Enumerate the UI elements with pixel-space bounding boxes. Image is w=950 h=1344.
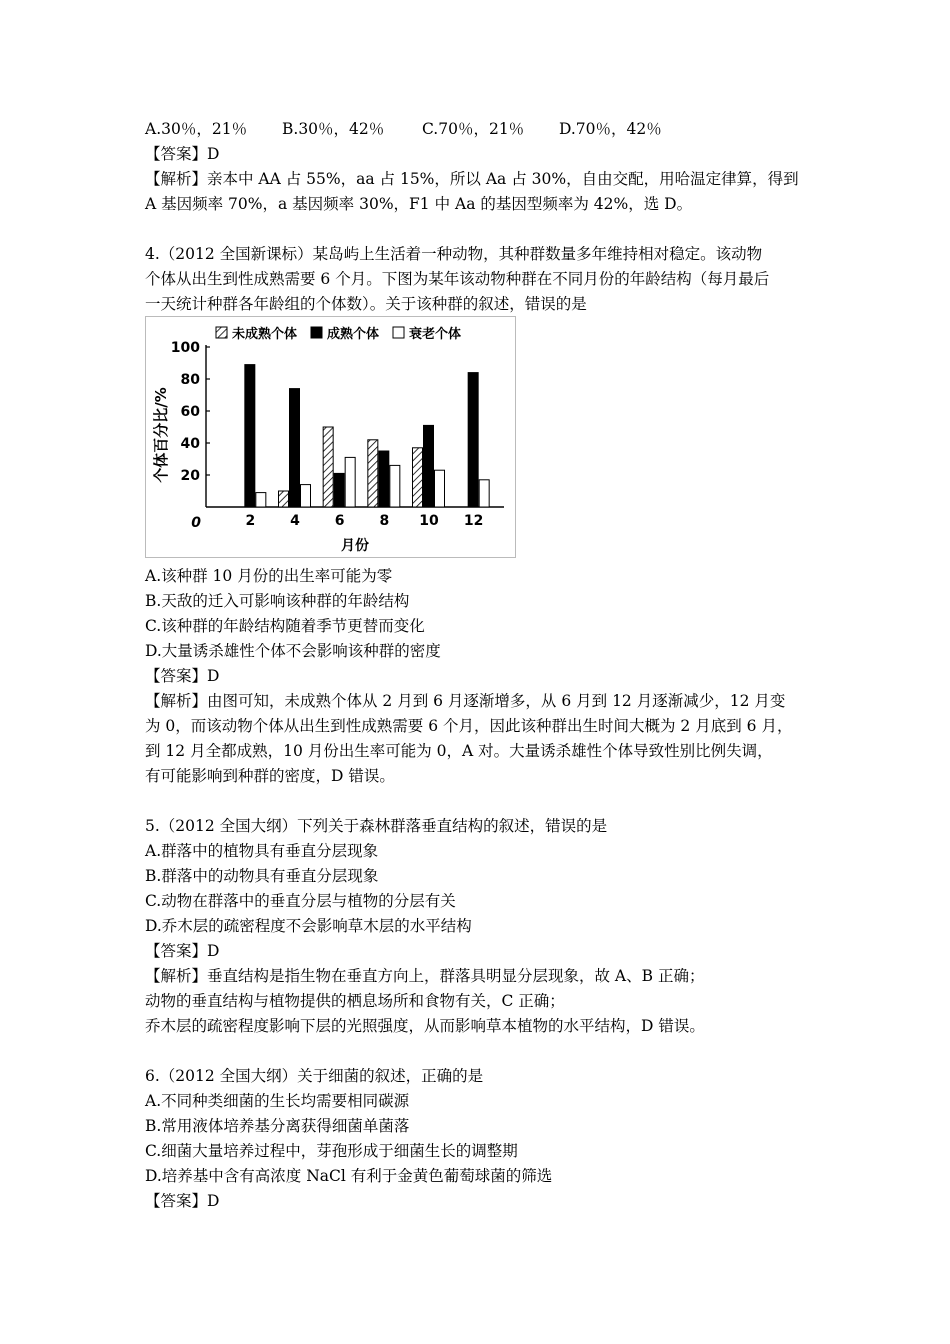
- q4-option-a: A.该种群 10 月份的出生率可能为零: [145, 567, 393, 585]
- x-tick-label: 6: [334, 513, 345, 529]
- age-structure-chart: [145, 316, 516, 558]
- q5-option-c: C.动物在群落中的垂直分层与植物的分层有关: [145, 892, 456, 910]
- q6-option-a: A.不同种类细菌的生长均需要相同碳源: [145, 1092, 410, 1110]
- bar-solid-black-8: [379, 451, 389, 507]
- q6-answer: 【答案】D: [145, 1192, 220, 1210]
- q5-option-a: A.群落中的植物具有垂直分层现象: [145, 842, 379, 860]
- bar-white-6: [345, 457, 355, 507]
- q4-stem-line-2: 个体从出生到性成熟需要 6 个月。下图为某年该动物种群在不同月份的年龄结构（每月最后: [145, 270, 770, 288]
- origin-label: 0: [191, 515, 201, 531]
- y-tick-label: 100: [170, 340, 200, 356]
- bar-solid-black-12: [468, 373, 478, 507]
- q3-analysis-line-2: A 基因频率 70%，a 基因频率 30%，F1 中 Aa 的基因型频率为 42%，选 D。: [145, 195, 693, 213]
- q5-stem: 5.（2012 全国大纲）下列关于森林群落垂直结构的叙述，错误的是: [145, 817, 608, 835]
- q4-analysis-line-4: 有可能影响到种群的密度，D 错误。: [145, 767, 395, 785]
- q3-option-b: B.30％，42％: [282, 120, 385, 138]
- chart-legend: [216, 326, 461, 342]
- x-tick-label: 10: [419, 513, 439, 529]
- q4-analysis-line-3: 到 12 月全都成熟，10 月份出生率可能为 0，A 对。大量诱杀雄性个体导致性别比例失调，: [145, 742, 773, 760]
- q4-answer: 【答案】D: [145, 667, 220, 685]
- y-axis-label: 个体百分比/%: [152, 387, 170, 483]
- y-tick-label: 20: [180, 468, 200, 484]
- bar-white-8: [390, 465, 400, 507]
- q5-analysis-line-2: 动物的垂直结构与植物提供的栖息场所和食物有关，C 正确；: [145, 992, 565, 1010]
- legend-swatch-white: [393, 327, 404, 338]
- q4-analysis-line-2: 为 0，而该动物个体从出生到性成熟需要 6 个月，因此该种群出生时间大概为 2 月底到 6 月，: [145, 717, 793, 735]
- chart-svg: [146, 317, 515, 557]
- y-tick-label: 60: [180, 404, 200, 420]
- q3-option-a: A.30％，21％: [145, 120, 248, 138]
- legend-swatch-hatched: [216, 327, 227, 338]
- q4-option-c: C.该种群的年龄结构随着季节更替而变化: [145, 617, 425, 635]
- x-tick-label: 2: [245, 513, 256, 529]
- bar-white-2: [256, 493, 266, 507]
- bar-white-4: [301, 485, 311, 507]
- legend-label: 未成熟个体: [232, 327, 298, 342]
- q6-option-b: B.常用液体培养基分离获得细菌单菌落: [145, 1117, 410, 1135]
- q4-option-d: D.大量诱杀雄性个体不会影响该种群的密度: [145, 642, 441, 660]
- x-tick-label: 4: [290, 513, 300, 529]
- y-tick-label: 40: [180, 436, 200, 452]
- q3-options: [145, 119, 662, 139]
- bar-solid-black-10: [424, 425, 434, 507]
- q3-option-c: C.70％，21％: [422, 120, 525, 138]
- q5-analysis-line-1: 【解析】垂直结构是指生物在垂直方向上，群落具明显分层现象，故 A、B 正确；: [145, 967, 705, 985]
- q5-analysis-line-3: 乔木层的疏密程度影响下层的光照强度，从而影响草本植物的水平结构，D 错误。: [145, 1017, 705, 1035]
- bar-hatched-6: [323, 427, 333, 507]
- q4-stem-line-3: 一天统计种群各年龄组的个体数）。关于该种群的叙述，错误的是: [145, 295, 587, 313]
- x-tick-label: 12: [463, 513, 484, 529]
- q6-stem: 6.（2012 全国大纲）关于细菌的叙述，正确的是: [145, 1067, 484, 1085]
- q6-option-c: C.细菌大量培养过程中，芽孢形成于细菌生长的调整期: [145, 1142, 518, 1160]
- bar-hatched-4: [279, 491, 289, 507]
- bar-solid-black-4: [290, 389, 300, 507]
- q5-answer: 【答案】D: [145, 942, 220, 960]
- q5-option-b: B.群落中的动物具有垂直分层现象: [145, 867, 379, 885]
- q4-stem-line-1: 4.（2012 全国新课标）某岛屿上生活着一种动物，其种群数量多年维持相对稳定。该动物: [145, 245, 763, 263]
- bar-solid-black-2: [245, 365, 255, 507]
- chart-bars: [245, 365, 489, 507]
- bar-hatched-10: [413, 448, 423, 507]
- q3-analysis-line-1: 【解析】亲本中 AA 占 55%，aa 占 15%，所以 Aa 占 30%，自由交配，用哈温定律算，得到: [145, 170, 799, 188]
- legend-swatch-solid-black: [311, 327, 322, 338]
- y-tick-label: 80: [180, 372, 200, 388]
- q5-option-d: D.乔木层的疏密程度不会影响草木层的水平结构: [145, 917, 472, 935]
- x-axis-label: 月份: [341, 538, 369, 554]
- bar-white-12: [479, 480, 489, 507]
- bar-hatched-8: [368, 440, 378, 507]
- q6-option-d: D.培养基中含有高浓度 NaCl 有利于金黄色葡萄球菌的筛选: [145, 1167, 553, 1185]
- q4-option-b: B.天敌的迁入可影响该种群的年龄结构: [145, 592, 410, 610]
- bar-solid-black-6: [334, 473, 344, 507]
- bar-white-10: [435, 470, 445, 507]
- legend-label: 衰老个体: [409, 327, 462, 342]
- q4-analysis-line-1: 【解析】由图可知，未成熟个体从 2 月到 6 月逐渐增多，从 6 月到 12 月逐渐减少，12 月变: [145, 692, 786, 710]
- q3-answer: 【答案】D: [145, 145, 220, 163]
- q3-option-d: D.70％，42％: [559, 120, 662, 138]
- legend-label: 成熟个体: [327, 327, 380, 342]
- x-tick-label: 8: [379, 513, 390, 529]
